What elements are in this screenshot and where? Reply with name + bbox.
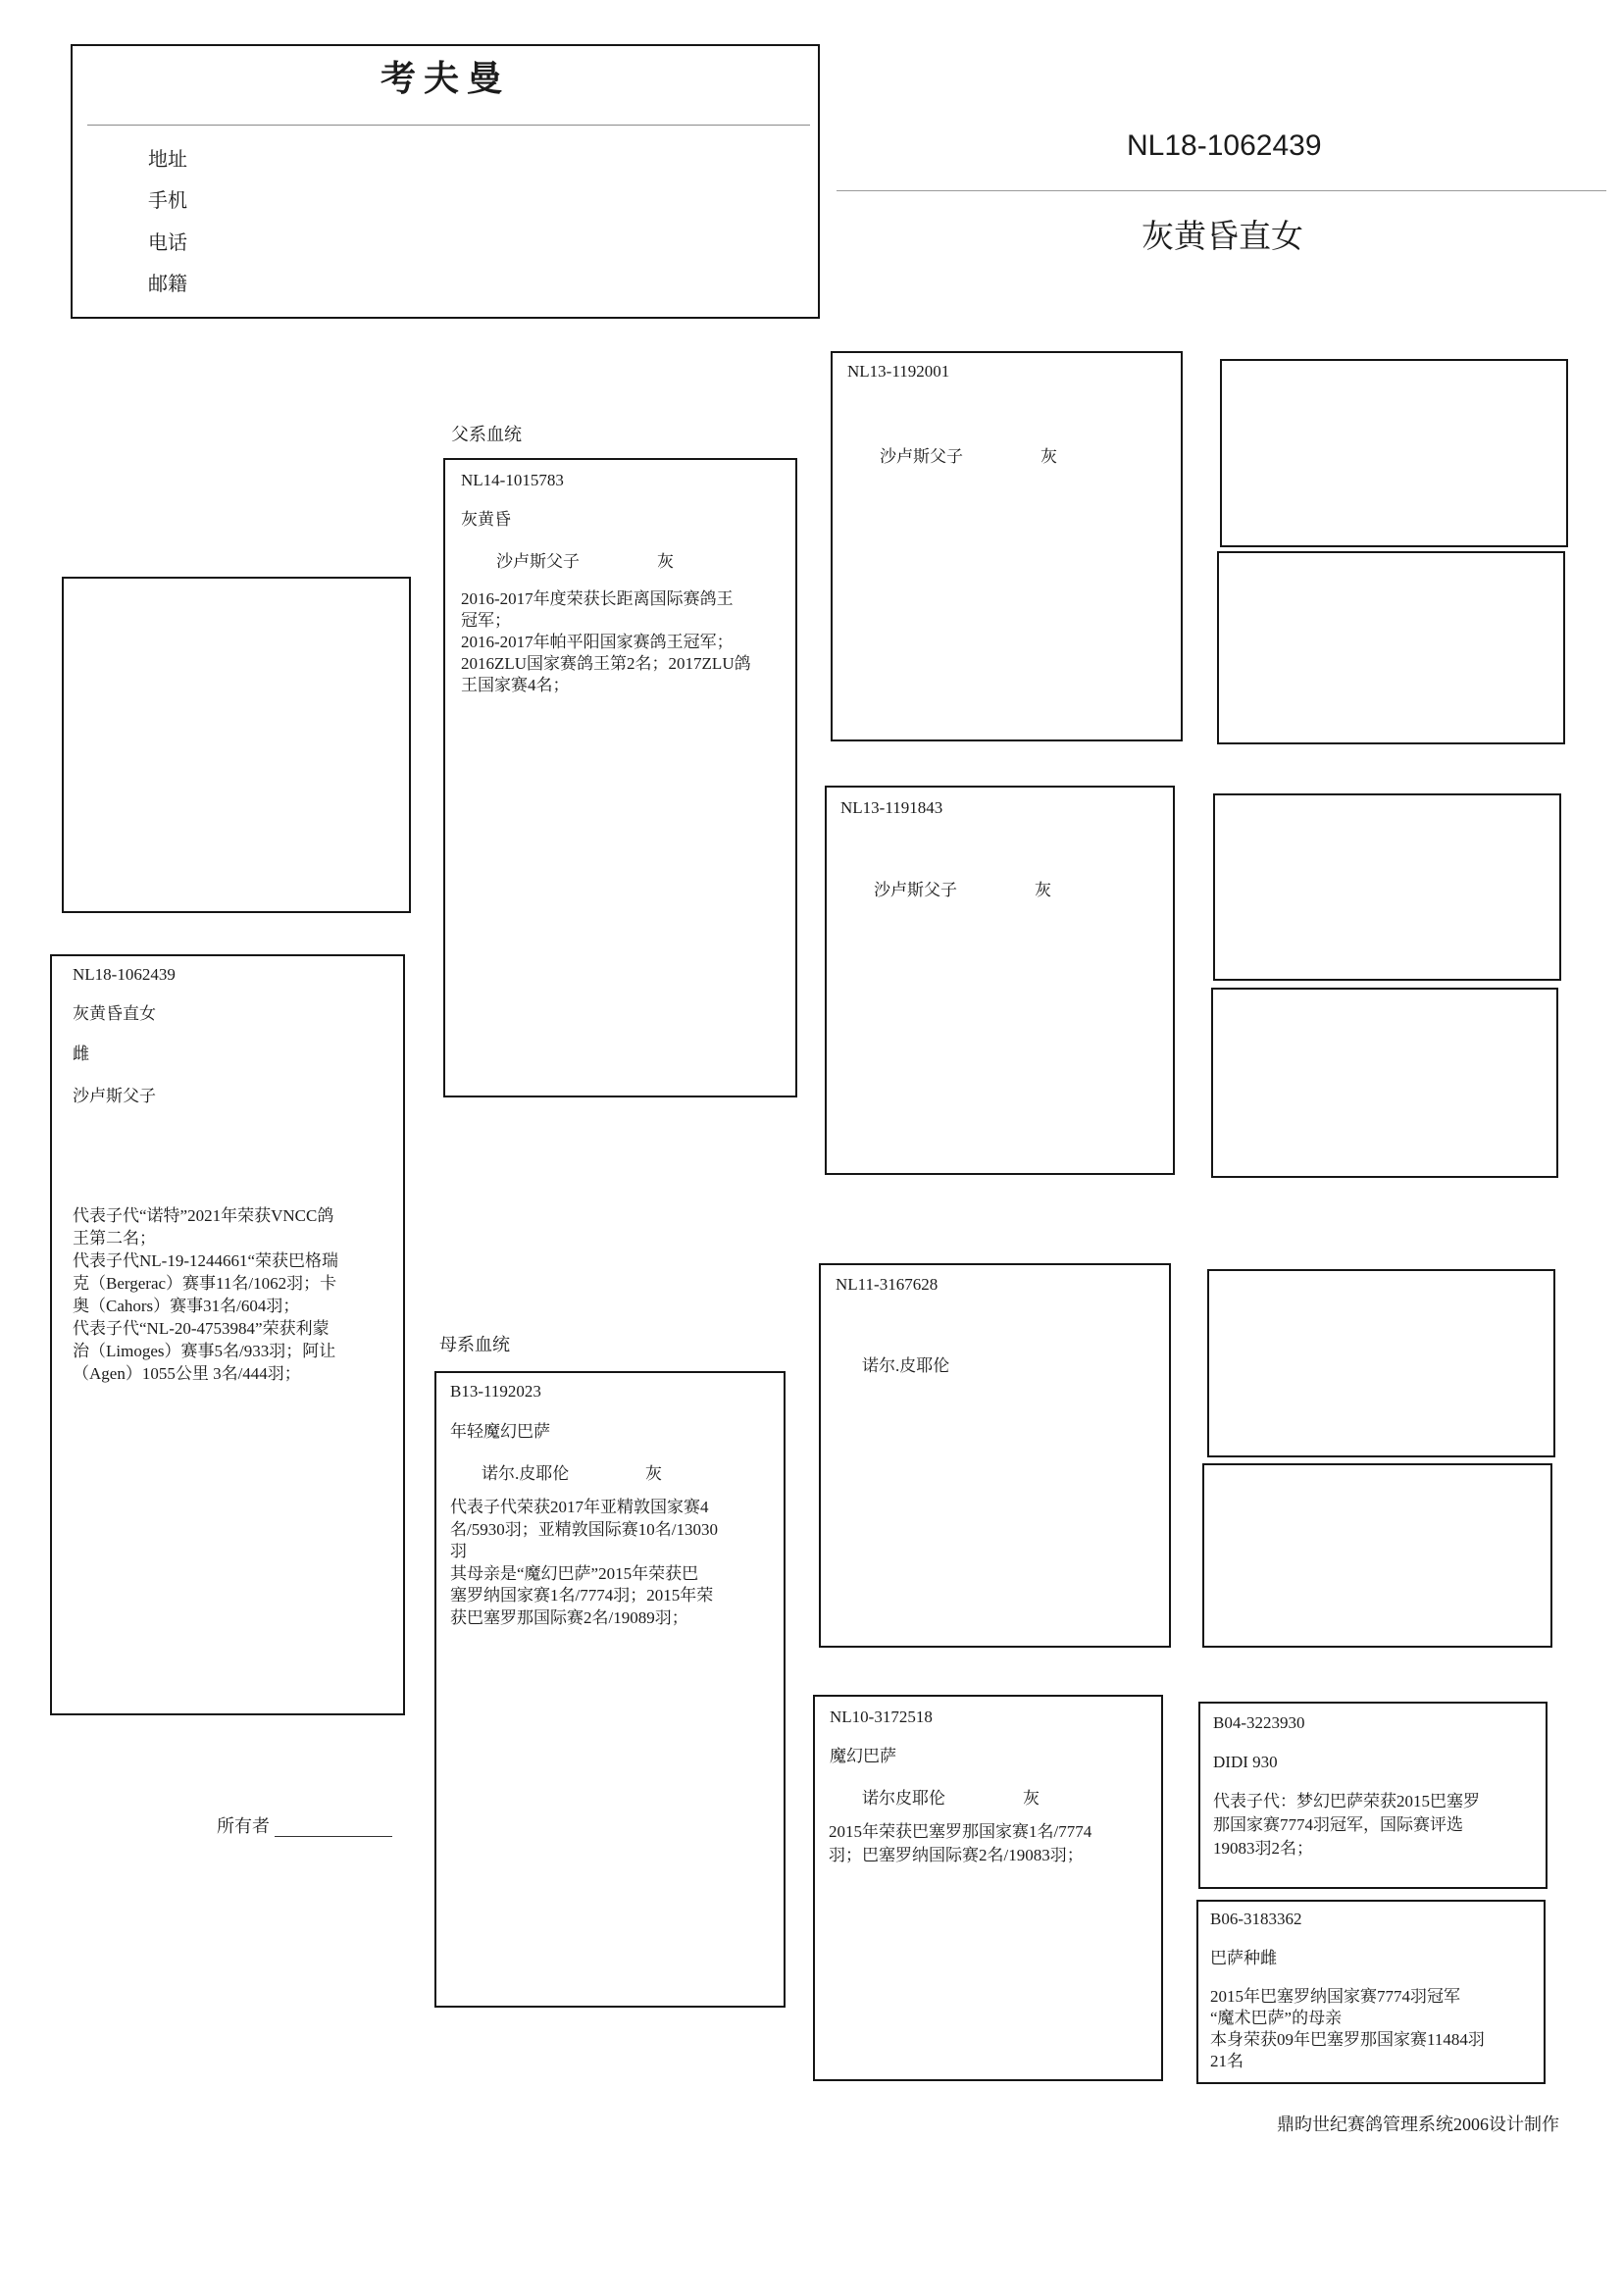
granddam-maternal-card [813, 1695, 1163, 2081]
dam-line-label: 母系血统 [439, 1335, 510, 1354]
pigeon-name: DIDI 930 [1213, 1753, 1278, 1771]
grandsire-paternal-card [831, 351, 1183, 741]
notes-line: 其母亲是“魔幻巴萨”2015年荣获巴 [450, 1563, 699, 1583]
ring-number: B06-3183362 [1210, 1910, 1302, 1928]
footer-credit: 鼎昀世纪赛鸽管理系统2006设计制作 [1277, 2115, 1559, 2134]
ring-number: NL18-1062439 [73, 965, 176, 984]
notes-line: 奥（Cahors）赛事31名/604羽； [73, 1297, 300, 1315]
notes-line: 羽；巴塞罗纳国际赛2名/19083羽； [829, 1846, 1084, 1864]
email-label: 邮籍 [148, 274, 187, 295]
pigeon-name: 年轻魔幻巴萨 [450, 1422, 550, 1441]
color: 灰 [1040, 447, 1057, 466]
pigeon-ring-number: NL18-1062439 [1127, 129, 1322, 162]
owner-title: 考夫曼 [380, 59, 510, 98]
notes-line: 治（Limoges）赛事5名/933羽；阿让 [73, 1342, 336, 1360]
great-granddam-card [1196, 1900, 1546, 2084]
ring-number: NL10-3172518 [830, 1708, 933, 1726]
notes-line: 2015年巴塞罗纳国家赛7774羽冠军 [1210, 1987, 1460, 2006]
notes-line: 代表子代NL-19-1244661“荣获巴格瑞 [73, 1251, 339, 1270]
great-grandsire-card [1198, 1702, 1548, 1889]
ring-number: NL11-3167628 [836, 1275, 939, 1294]
owner-header-box [71, 44, 820, 319]
great-grandparent-card [1207, 1269, 1555, 1457]
notes-line: （Agen）1055公里 3名/444羽； [73, 1364, 301, 1383]
notes-line: “魔术巴萨”的母亲 [1210, 2009, 1343, 2027]
notes-line: 19083羽2名； [1213, 1839, 1313, 1858]
notes [461, 588, 751, 696]
breeder: 沙卢斯父子 [874, 881, 957, 899]
address-label: 地址 [148, 149, 187, 171]
pigeon-name: 魔幻巴萨 [830, 1747, 896, 1765]
notes-line: 冠军； [461, 611, 511, 630]
notes [829, 1820, 1091, 1867]
breeder: 诺尔皮耶伦 [862, 1789, 945, 1808]
notes-line: 代表子代：梦幻巴萨荣获2015巴塞罗 [1213, 1792, 1480, 1810]
notes-line: 代表子代荣获2017年亚精敦国家赛4 [450, 1498, 709, 1516]
color: 灰 [657, 552, 674, 571]
notes [1213, 1790, 1480, 1861]
grandsire-maternal-card [819, 1263, 1171, 1648]
pigeon-name: 灰黄昏直女 [1142, 220, 1303, 255]
pigeon-name: 灰黄昏 [461, 510, 511, 529]
notes-line: 王国家赛4名； [461, 676, 570, 694]
notes [450, 1497, 718, 1629]
header-divider [87, 125, 810, 126]
breeder: 沙卢斯父子 [880, 447, 963, 466]
dam-card [434, 1371, 786, 2008]
ring-number: B13-1192023 [450, 1382, 541, 1401]
notes-line: 那国家赛7774羽冠军，国际赛评选 [1213, 1815, 1463, 1834]
great-grandparent-card [1220, 359, 1568, 547]
ring-number: B04-3223930 [1213, 1713, 1305, 1732]
notes-line: 2016-2017年度荣获长距离国际赛鸽王 [461, 589, 734, 608]
breeder: 沙卢斯父子 [496, 552, 580, 571]
great-grandparent-card [1217, 551, 1565, 744]
notes-line: 代表子代“NL-20-4753984”荣获利蒙 [73, 1319, 330, 1338]
color: 灰 [1023, 1789, 1040, 1808]
notes-line: 21名 [1210, 2052, 1243, 2070]
breeder: 沙卢斯父子 [73, 1087, 156, 1105]
ring-number: NL13-1192001 [847, 362, 950, 381]
breeder: 诺尔.皮耶伦 [862, 1356, 950, 1375]
notes-line: 2016-2017年帕平阳国家赛鸽王冠军； [461, 633, 734, 651]
notes-line: 2015年荣获巴塞罗那国家赛1名/7774 [829, 1822, 1092, 1841]
notes-line: 羽 [450, 1542, 467, 1560]
breeder: 诺尔.皮耶伦 [482, 1464, 570, 1483]
pigeon-name: 灰黄昏直女 [73, 1004, 156, 1023]
sire-line-label: 父系血统 [451, 425, 522, 444]
owner-label: 所有者 [217, 1816, 270, 1836]
mobile-label: 手机 [148, 190, 187, 212]
notes-line: 塞罗纳国家赛1名/7774羽；2015年荣 [450, 1586, 714, 1605]
notes-line: 2016ZLU国家赛鸽王第2名；2017ZLU鸽 [461, 654, 751, 673]
pigeon-name: 巴萨种雌 [1210, 1949, 1277, 1967]
ring-number: NL13-1191843 [840, 798, 943, 817]
sire-card [443, 458, 797, 1097]
color: 灰 [1035, 881, 1051, 899]
notes [73, 1204, 338, 1385]
photo-box [62, 577, 411, 913]
owner-signature-line [275, 1836, 392, 1837]
phone-label: 电话 [148, 232, 187, 254]
sex: 雌 [73, 1045, 89, 1063]
notes-line: 获巴塞罗那国际赛2名/19089羽； [450, 1607, 688, 1627]
ring-number: NL14-1015783 [461, 471, 564, 489]
notes-line: 王第二名； [73, 1229, 156, 1248]
notes-line: 本身荣获09年巴塞罗那国家赛11484羽 [1210, 2030, 1485, 2049]
great-grandparent-card [1202, 1463, 1552, 1648]
title-divider [837, 190, 1606, 191]
color: 灰 [645, 1464, 662, 1483]
notes-line: 名/5930羽；亚精敦国际赛10名/13030 [450, 1519, 718, 1539]
granddam-paternal-card [825, 786, 1175, 1175]
notes [1210, 1986, 1485, 2072]
subject-card [50, 954, 405, 1715]
notes-line: 克（Bergerac）赛事11名/1062羽；卡 [73, 1274, 337, 1293]
notes-line: 代表子代“诺特”2021年荣获VNCC鸽 [73, 1206, 334, 1225]
great-grandparent-card [1211, 988, 1558, 1178]
great-grandparent-card [1213, 793, 1561, 981]
